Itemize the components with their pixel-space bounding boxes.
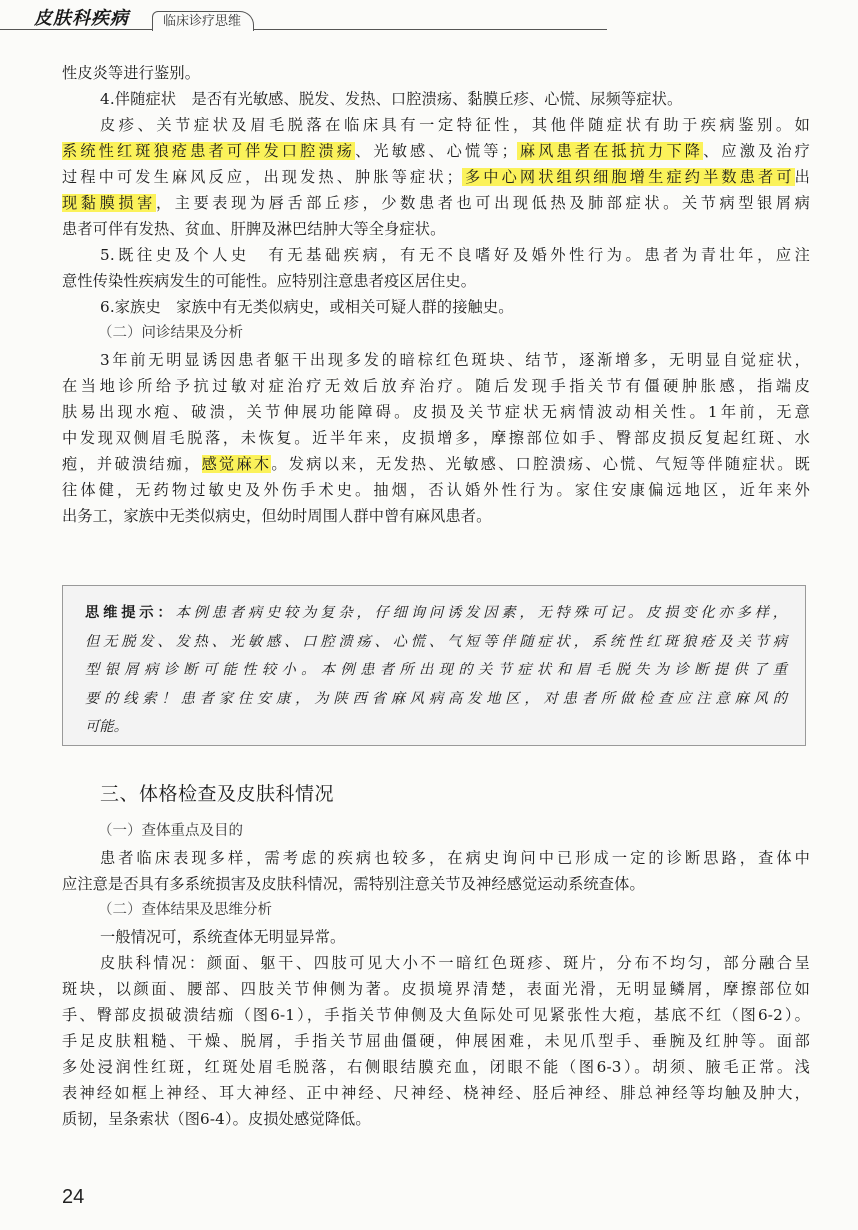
highlighted-text: 麻风患者在抵抗力下降 [516,142,704,160]
paragraph-line [62,138,810,164]
page-number: 24 [62,1186,85,1208]
subheading-number: （二） [98,902,142,918]
item-history: 5.既往史及个人史 有无基础疾病，有无不良嗜好及婚外性行为。患者为青壮年，应注 [100,246,810,264]
book-title: 皮肤科疾病 [34,8,129,29]
paragraph-line [62,451,810,477]
subheading-exam-results [62,897,810,924]
main-text-part1 [62,60,810,529]
section-heading: 三、体格检查及皮肤科情况 [100,783,335,805]
tip-line: 型银屑病诊断可能性较小。本例患者所出现的关节症状和眉毛脱失为诊断提供了重 [85,662,787,678]
subheading-number: （一） [98,823,142,839]
text-span: 本例患者病史较为复杂，仔细询问诱发因素，无特殊可记。皮损变化亦多样， [175,605,788,621]
item-accompanying-symptoms: 4.伴随症状 是否有光敏感、脱发、发热、口腔溃疡、黏膜丘疹、心慌、尿频等症状。 [100,90,683,108]
paragraph-line: 应注意是否具有多系统损害及皮肤科情况，需特别注意关节及神经感觉运动系统查体。 [62,875,645,893]
text-span: ，主要表现为唇舌部丘疹，少数患者也可出现低热及肺部症状。关节病型银屑病 [155,194,811,212]
paragraph-line: 患者临床表现多样，需考虑的疾病也较多，在病史询问中已形成一定的诊断思路，查体中 [100,849,810,867]
paragraph-line: 患者可伴有发热、贫血、肝脾及淋巴结肿大等全身症状。 [62,220,446,238]
text-span: 出 [794,168,810,186]
paragraph-line: 表神经如框上神经、耳大神经、正中神经、尺神经、桡神经、胫后神经、腓总神经等均触及肿大， [62,1084,810,1102]
highlighted-text: 感觉麻木 [201,455,272,473]
tip-line: 要的线索！患者家住安康，为陕西省麻风病高发地区，对患者所做检查应注意麻风的 [85,690,787,707]
paragraph-line: 性皮炎等进行鉴别。 [62,64,201,82]
paragraph-line: 手足皮肤粗糙、干燥、脱屑，手指关节屈曲僵硬，伸展困难，未见爪型手、垂腕及红肿等。面部 [62,1032,810,1050]
highlighted-text: 多中心网状组织细胞增生症约半数患者可 [461,168,795,186]
paragraph-line [62,190,810,216]
item-family-history: 6.家族史 家族中有无类似病史，或相关可疑人群的接触史。 [100,298,514,316]
highlighted-text: 系统性红斑狼疮患者可伴发口腔溃疡 [62,142,356,160]
running-header [0,0,858,40]
tip-line: 但无脱发、发热、光敏感、口腔溃疡、心慌、气短等伴随症状，系统性红斑狼疮及关节病 [85,633,787,650]
paragraph-line: 肤易出现水疱、破溃，关节伸展功能障碍。皮损及关节症状无病情波动相关性。1年前，无意 [62,403,810,421]
tip-label: 思维提示： [85,605,176,621]
text-span: 过程中可发生麻风反应，出现发热、肿胀等症状； [62,168,462,186]
subheading-exam-focus [62,818,810,845]
paragraph-line: 斑块，以颜面、腰部、四肢关节伸侧为著。皮损境界清楚，表面光滑，无明显鳞屑，摩擦部位如 [62,980,810,998]
text-span: 。发病以来，无发热、光敏感、口腔溃疡、心慌、气短等伴随症状。既 [271,455,810,473]
subheading-number: （二） [98,325,142,341]
paragraph-line: 出务工，家族中无类似病史，但幼时周围人群中曾有麻风患者。 [62,507,492,525]
paragraph-line: 手、臀部皮损破溃结痂（图6-1），手指关节伸侧及大鱼际处可见紧张性大疱，基底不红（图6-2）。 [62,1006,810,1024]
paragraph-line [62,164,810,190]
subheading-inquiry-results [62,320,810,347]
thinking-tip-box [62,585,806,746]
paragraph-line: 3年前无明显诱因患者躯干出现多发的暗棕红色斑块、结节，逐渐增多，无明显自觉症状， [100,351,810,369]
paragraph-line: 质韧，呈条索状（图6-4）。皮损处感觉降低。 [62,1110,371,1128]
main-text-part2 [62,818,810,1132]
paragraph-line: 多处浸润性红斑，红斑处眉毛脱落，右侧眼结膜充血，闭眼不能（图6-3）。胡须、腋毛正常。浅 [62,1058,810,1076]
highlighted-text: 现黏膜损害 [62,194,156,212]
paragraph-line: 中发现双侧眉毛脱落，未恢复。近半年来，皮损增多，摩擦部位如手、臀部皮损反复起红斑、水 [62,429,810,447]
text-span: 、光敏感、心慌等； [355,142,517,160]
paragraph-line: 在当地诊所给予抗过敏对症治疗无效后放弃治疗。随后发现手指关节有僵硬肿胀感，指端皮 [62,377,810,395]
paragraph-line: 意性传染性疾病发生的可能性。应特别注意患者疫区居住史。 [62,272,477,290]
paragraph-line: 皮肤科情况：颜面、躯干、四肢可见大小不一暗红色斑疹、斑片，分布不均匀，部分融合呈 [100,954,810,972]
subheading-label: 查体重点及目的 [141,823,243,839]
subheading-label: 问诊结果及分析 [141,325,243,341]
paragraph-line: 往体健，无药物过敏史及外伤手术史。抽烟，否认婚外性行为。家住安康偏远地区，近年来外 [62,481,810,499]
subheading-label: 查体结果及思维分析 [141,902,272,918]
text-span: 、应激及治疗 [703,142,810,160]
paragraph-line: 一般情况可，系统查体无明显异常。 [100,928,346,946]
series-tab: 临床诊疗思维 [152,11,254,31]
text-span: 疱，并破溃结痂， [62,455,202,473]
paragraph-line: 皮疹、关节症状及眉毛脱落在临床具有一定特征性，其他伴随症状有助于疾病鉴别。如 [100,116,810,134]
tip-line: 可能。 [85,719,128,735]
tip-line [85,599,787,628]
